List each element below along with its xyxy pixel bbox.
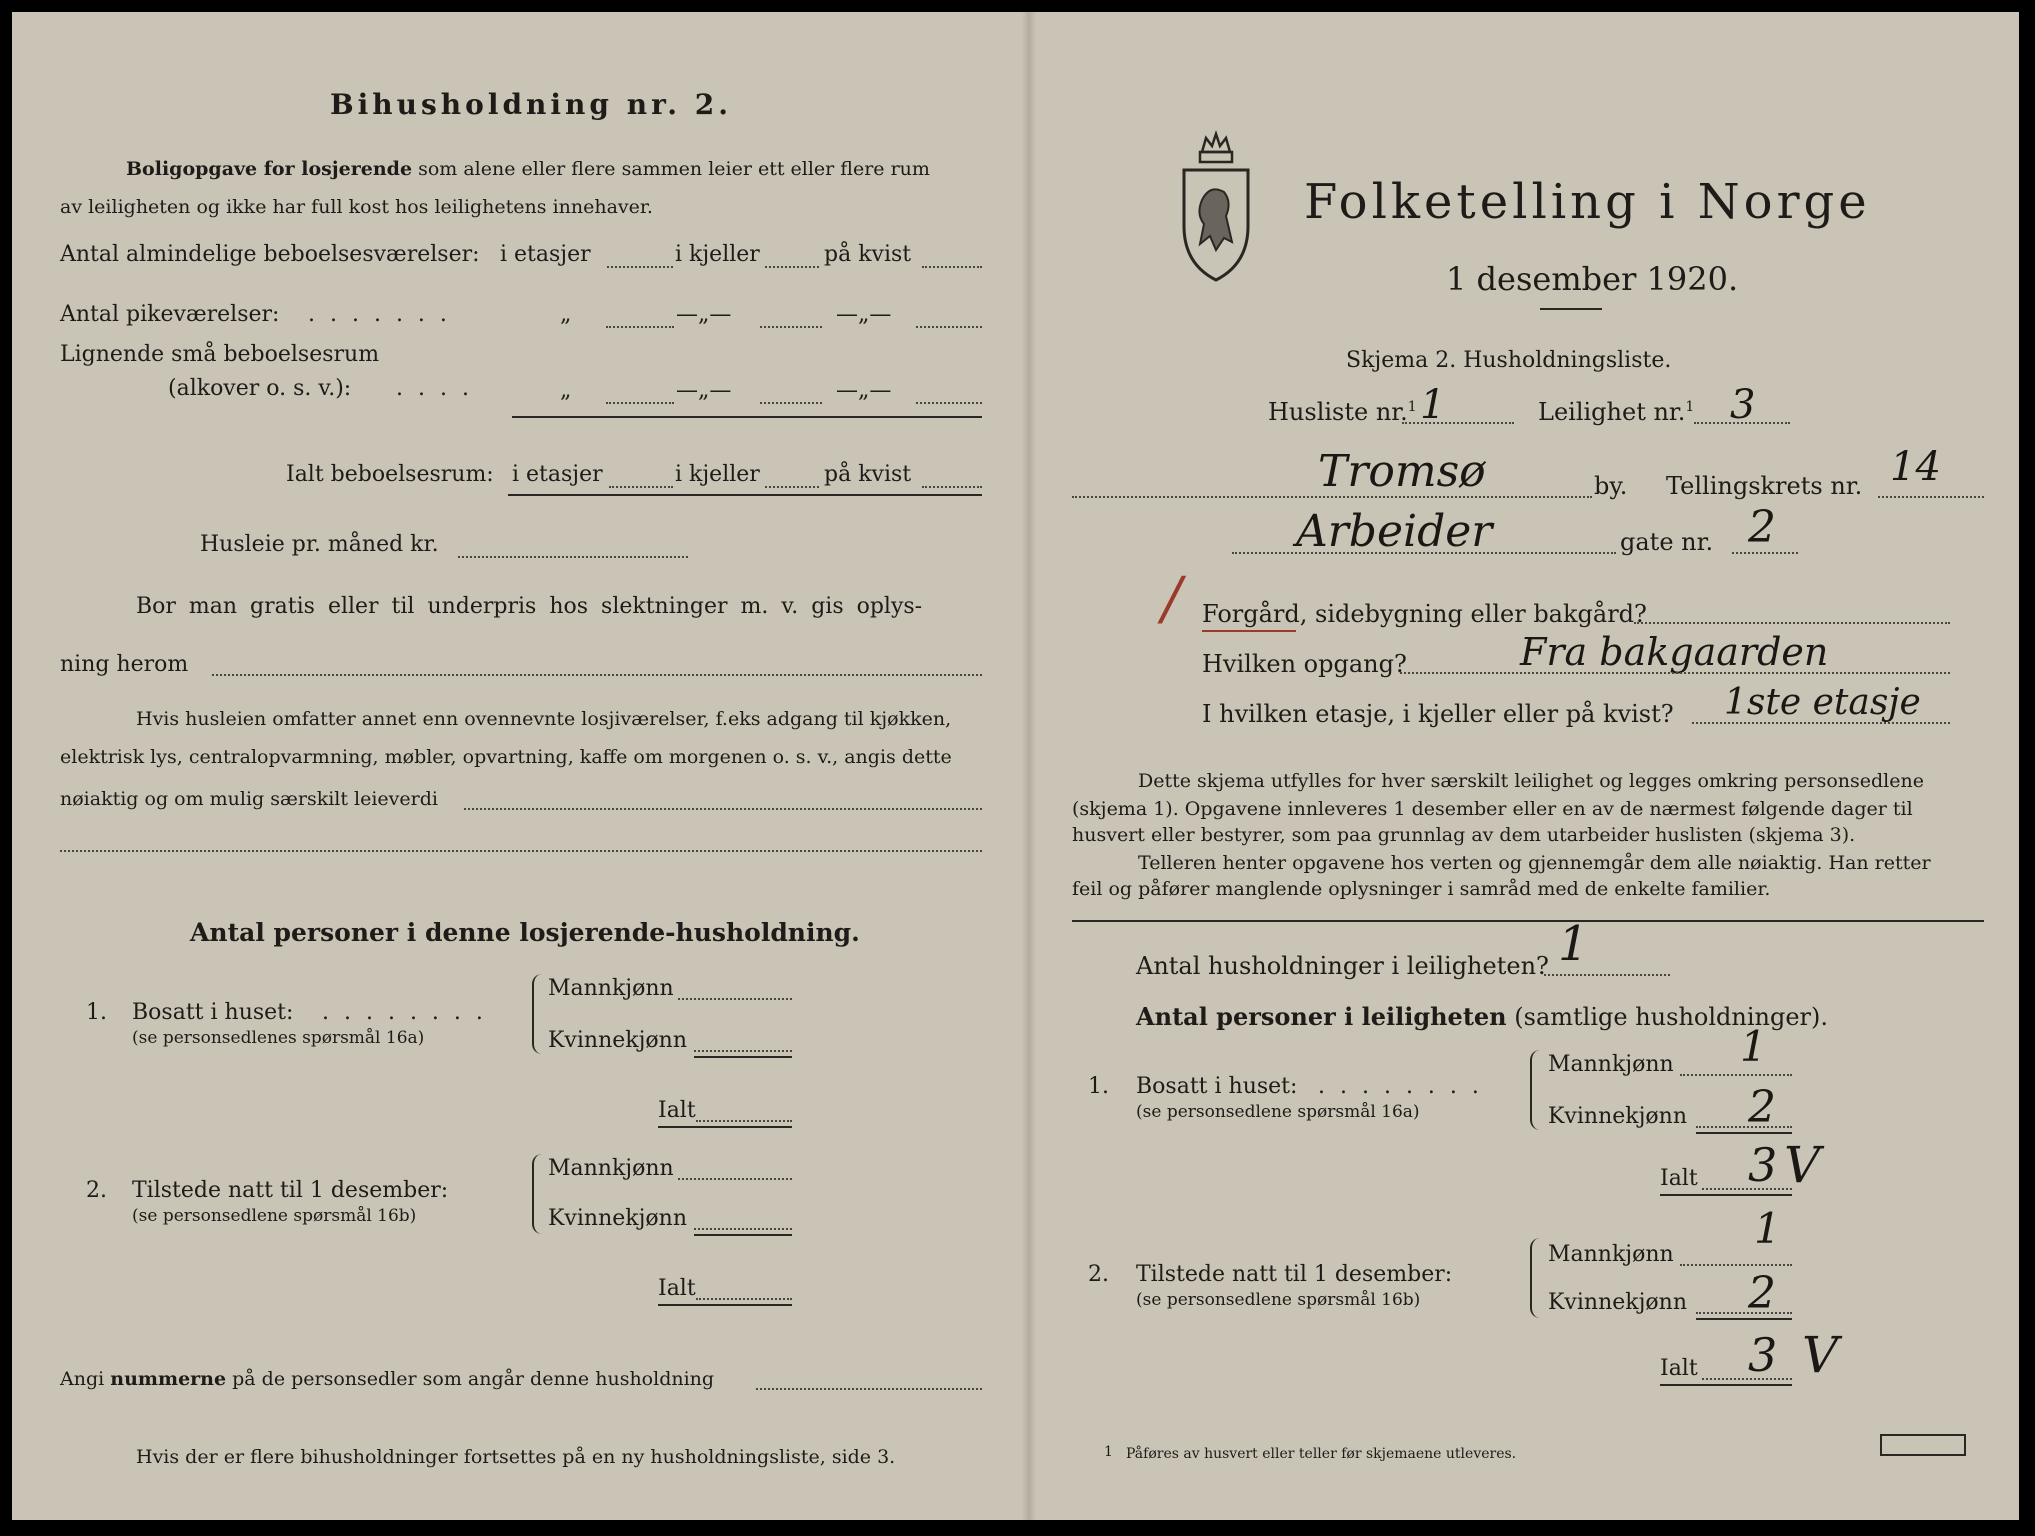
right-q1-kvinne-field[interactable] (1696, 1126, 1792, 1128)
left-q1-mann-label: Mannkjønn (548, 976, 674, 1001)
right-q2-ialt-value[interactable]: 3 (1748, 1328, 1778, 1382)
right-q2-ialt-label: Ialt (1660, 1356, 1698, 1381)
lign-line-1: Lignende små beboelsesrum (60, 342, 380, 367)
rooms-label: Antal almindelige beboelsesværelser: (60, 242, 480, 267)
left-q2-kvinne-label: Kvinnekjønn (548, 1206, 687, 1231)
left-page-title: Bihusholdning nr. 2. (330, 88, 732, 121)
right-personer-heading (1136, 1002, 1828, 1031)
husleie-label: Husleie pr. måned kr. (200, 532, 439, 557)
intro-line-1 (126, 158, 930, 180)
right-q1-check-mark: V (1784, 1136, 1821, 1194)
right-q2-kvinne-label: Kvinnekjønn (1548, 1290, 1687, 1315)
left-q1-num: 1. (86, 1000, 107, 1025)
right-q2-mann-value[interactable]: 1 (1754, 1204, 1781, 1253)
right-personer-bold: Antal personer i leiligheten (1136, 1002, 1507, 1031)
lign-dots: . . . . (396, 376, 473, 401)
right-q2-mann-field[interactable] (1680, 1264, 1792, 1266)
pike-ditto-2: —„— (676, 302, 732, 327)
left-q1-dots: . . . . . . . . (322, 1000, 487, 1025)
hvis-line-3: nøiaktig og om mulig særskilt leieverdi (60, 788, 438, 810)
right-q1-ialt-value[interactable]: 3 (1748, 1138, 1778, 1192)
right-q1-sub: (se personsedlene spørsmål 16a) (1136, 1102, 1420, 1122)
krets-label: Tellingskrets nr. (1666, 472, 1863, 500)
right-q1-kvinne-label: Kvinnekjønn (1548, 1104, 1687, 1129)
angi-rest: på de personsedler som angår denne husholdning (232, 1368, 715, 1390)
title-divider (1540, 308, 1602, 310)
right-q2-kvinne-value[interactable]: 2 (1748, 1268, 1776, 1319)
forgard-label: Forgård, sidebygning eller bakgård? (1202, 600, 1647, 628)
krets-field[interactable] (1878, 496, 1984, 498)
pike-dots: . . . . . . . (308, 302, 451, 327)
left-q2-num: 2. (86, 1178, 107, 1203)
by-value[interactable]: Tromsø (1318, 446, 1486, 497)
ialt-etasjer-field[interactable] (609, 486, 673, 488)
pike-kvist-field[interactable] (916, 326, 982, 328)
leilighet-label: Leilighet nr.$^1$ (1538, 398, 1695, 426)
intro-rest: som alene eller flere sammen leier ett eller flere rum (418, 158, 930, 180)
instr-line-3: husvert eller bestyrer, som paa grunnlag av dem utarbeider huslisten (skjema 3). (1072, 824, 1856, 846)
hvis-line-2: elektrisk lys, centralopvarmning, møbler, opvartning, kaffe om morgenen o. s. v., angis dette (60, 746, 952, 768)
right-q1-ialt-field[interactable] (1702, 1188, 1792, 1190)
husholdninger-label: Antal husholdninger i leiligheten? (1136, 952, 1549, 980)
instructions-divider (1072, 920, 1984, 922)
right-q2-kvinne-field[interactable] (1696, 1312, 1792, 1314)
left-footer: Hvis der er flere bihusholdninger fortsettes på en ny husholdningsliste, side 3. (136, 1446, 896, 1468)
right-q2-check-mark: V (1802, 1326, 1839, 1384)
lign-ditto-2: —„— (676, 378, 732, 403)
pike-kjeller-field[interactable] (760, 326, 822, 328)
left-q2-sum-line (694, 1234, 792, 1236)
angi-field[interactable] (756, 1388, 982, 1390)
instr-line-2: (skjema 1). Opgavene innleveres 1 desember eller en av de nærmest følgende dager til (1072, 798, 1913, 820)
left-q2-ialt-underline (658, 1304, 792, 1306)
husliste-field[interactable] (1402, 422, 1514, 424)
etasje-label: I hvilken etasje, i kjeller eller på kvist? (1202, 700, 1674, 728)
gate-nr-field[interactable] (1732, 552, 1798, 554)
left-q1-label: Bosatt i huset: (132, 1000, 294, 1025)
lign-kjeller-field[interactable] (760, 402, 822, 404)
instr-line-1: Dette skjema utfylles for hver særskilt leilighet og legges omkring personsedlene (1138, 770, 1924, 792)
right-q2-label: Tilstede natt til 1 desember: (1136, 1262, 1453, 1287)
left-q1-mann-field[interactable] (678, 998, 792, 1000)
census-date: 1 desember 1920. (1446, 260, 1739, 298)
right-q2-brace (1530, 1238, 1542, 1318)
leieverdi-field[interactable] (464, 808, 982, 810)
left-q2-mann-label: Mannkjønn (548, 1156, 674, 1181)
husliste-value[interactable]: 1 (1420, 382, 1446, 428)
angi-bold: nummerne (110, 1368, 227, 1390)
ialt-kvist-label: på kvist (824, 462, 912, 487)
rooms-etasjer-label: i etasjer (500, 242, 591, 267)
left-q1-kvinne-label: Kvinnekjønn (548, 1028, 687, 1053)
left-q1-ialt-field[interactable] (696, 1120, 792, 1122)
gate-nr-value[interactable]: 2 (1748, 502, 1776, 553)
right-q2-ialt-underline (1660, 1384, 1792, 1386)
husleie-field[interactable] (458, 556, 688, 558)
leilighet-field[interactable] (1694, 422, 1790, 424)
instr-line-4: Telleren henter opgavene hos verten og gjennemgår dem alle nøiaktig. Han retter (1138, 852, 1931, 874)
gate-field[interactable] (1232, 552, 1616, 554)
leilighet-value[interactable]: 3 (1730, 382, 1756, 428)
footnote-text: Påføres av husvert eller teller før skjemaene utleveres. (1126, 1446, 1517, 1462)
opgang-value[interactable]: Fra bakgaarden (1520, 630, 1829, 674)
opgang-label: Hvilken opgang? (1202, 650, 1407, 678)
husholdninger-value[interactable]: 1 (1558, 916, 1589, 972)
pike-label: Antal pikeværelser: (60, 302, 280, 327)
etasje-value[interactable]: 1ste etasje (1724, 682, 1921, 723)
left-q2-ialt-label: Ialt (658, 1276, 696, 1301)
rooms-kjeller-field[interactable] (765, 266, 819, 268)
left-q1-sum-line (694, 1056, 792, 1058)
bor-field[interactable] (212, 674, 982, 676)
ialt-kjeller-field[interactable] (765, 486, 819, 488)
right-q1-num: 1. (1088, 1074, 1109, 1099)
left-q2-brace (532, 1154, 544, 1234)
angi-pre: Angi (60, 1368, 105, 1390)
lign-ditto-3: —„— (836, 378, 892, 403)
rooms-kvist-field[interactable] (922, 266, 982, 268)
right-q1-sum-line (1696, 1132, 1792, 1134)
right-q2-sub: (se personsedlene spørsmål 16b) (1136, 1290, 1421, 1310)
intro-bold: Boligopgave for losjerende (126, 158, 413, 180)
husliste-label: Husliste nr.$^1$ (1268, 398, 1417, 426)
lign-etasjer-field[interactable] (606, 402, 674, 404)
skjema-label: Skjema 2. Husholdningsliste. (1346, 348, 1672, 373)
right-q1-dots: . . . . . . . . (1318, 1074, 1483, 1099)
right-q1-brace (1530, 1050, 1542, 1130)
sum-line (512, 416, 982, 418)
gate-value[interactable]: Arbeider (1296, 506, 1493, 557)
left-personer-heading: Antal personer i denne losjerende-husholdning. (190, 918, 860, 947)
left-q2-label: Tilstede natt til 1 desember: (132, 1178, 449, 1203)
etasje-field[interactable] (1692, 722, 1950, 724)
lign-ditto-1: „ (560, 378, 572, 403)
right-page-title: Folketelling i Norge (1304, 174, 1871, 230)
pike-ditto-1: „ (560, 302, 572, 327)
rooms-etasjer-field[interactable] (607, 266, 673, 268)
ialt-rooms-underline (508, 494, 982, 496)
ialt-etasjer-label: i etasjer (512, 462, 603, 487)
printer-stamp-icon (1880, 1434, 1966, 1456)
right-q2-mann-label: Mannkjønn (1548, 1242, 1674, 1267)
left-q2-kvinne-field[interactable] (694, 1228, 792, 1230)
right-personer-rest: (samtlige husholdninger). (1514, 1003, 1829, 1031)
right-q1-label: Bosatt i huset: (1136, 1074, 1298, 1099)
angi-line (60, 1368, 714, 1390)
left-q1-brace (532, 974, 544, 1054)
left-q1-kvinne-field[interactable] (694, 1050, 792, 1052)
opgang-field[interactable] (1400, 672, 1950, 674)
rooms-kjeller-label: i kjeller (675, 242, 760, 267)
page-fold (1022, 12, 1036, 1520)
right-q1-mann-value[interactable]: 1 (1740, 1022, 1767, 1071)
census-form-sheet (12, 12, 2019, 1520)
bor-line-2: ning herom (60, 652, 189, 677)
right-q1-mann-label: Mannkjønn (1548, 1052, 1674, 1077)
forgard-red-underline (1202, 630, 1296, 632)
pike-ditto-3: —„— (836, 302, 892, 327)
right-q1-ialt-underline (1660, 1194, 1792, 1196)
right-q1-ialt-label: Ialt (1660, 1166, 1698, 1191)
bor-line-1: Bor man gratis eller til underpris hos slektninger m. v. gis oplys- (136, 594, 923, 619)
left-q2-ialt-field[interactable] (696, 1298, 792, 1300)
ialt-kvist-field[interactable] (922, 486, 982, 488)
rooms-kvist-label: på kvist (824, 242, 912, 267)
forgard-field[interactable] (1634, 622, 1950, 624)
intro-line-2: av leiligheten og ikke har full kost hos leilighetens innehaver. (60, 196, 653, 218)
left-q1-ialt-label: Ialt (658, 1098, 696, 1123)
hvis-line-1: Hvis husleien omfatter annet enn ovennevnte losjiværelser, f.eks adgang til kjøkken, (136, 708, 952, 730)
right-q1-kvinne-value[interactable]: 2 (1748, 1082, 1776, 1133)
krets-value[interactable]: 14 (1890, 444, 1941, 490)
leieverdi-field-2[interactable] (60, 850, 982, 852)
pike-etasjer-field[interactable] (606, 326, 674, 328)
left-q1-ialt-underline (658, 1126, 792, 1128)
right-q2-num: 2. (1088, 1262, 1109, 1287)
by-label: by. (1594, 472, 1628, 500)
by-field[interactable] (1072, 496, 1592, 498)
right-q2-ialt-field[interactable] (1702, 1378, 1792, 1380)
left-q2-sub: (se personsedlene spørsmål 16b) (132, 1206, 417, 1226)
husholdninger-field[interactable] (1544, 974, 1670, 976)
left-q2-mann-field[interactable] (678, 1178, 792, 1180)
right-q2-sum-line (1696, 1318, 1792, 1320)
left-q1-sub: (se personsedlenes spørsmål 16a) (132, 1028, 425, 1048)
ialt-rooms-label: Ialt beboelsesrum: (286, 462, 494, 487)
norwegian-coat-of-arms-icon (1180, 130, 1252, 290)
lign-kvist-field[interactable] (916, 402, 982, 404)
lign-line-2: (alkover o. s. v.): (168, 376, 352, 401)
red-tick-mark: / (1162, 564, 1182, 632)
footnote-number: 1 (1104, 1444, 1113, 1460)
ialt-kjeller-label: i kjeller (675, 462, 760, 487)
gate-label: gate nr. (1620, 528, 1714, 556)
right-q1-mann-field[interactable] (1680, 1074, 1792, 1076)
instr-line-5: feil og påfører manglende oplysninger i samråd med de enkelte familier. (1072, 878, 1771, 900)
